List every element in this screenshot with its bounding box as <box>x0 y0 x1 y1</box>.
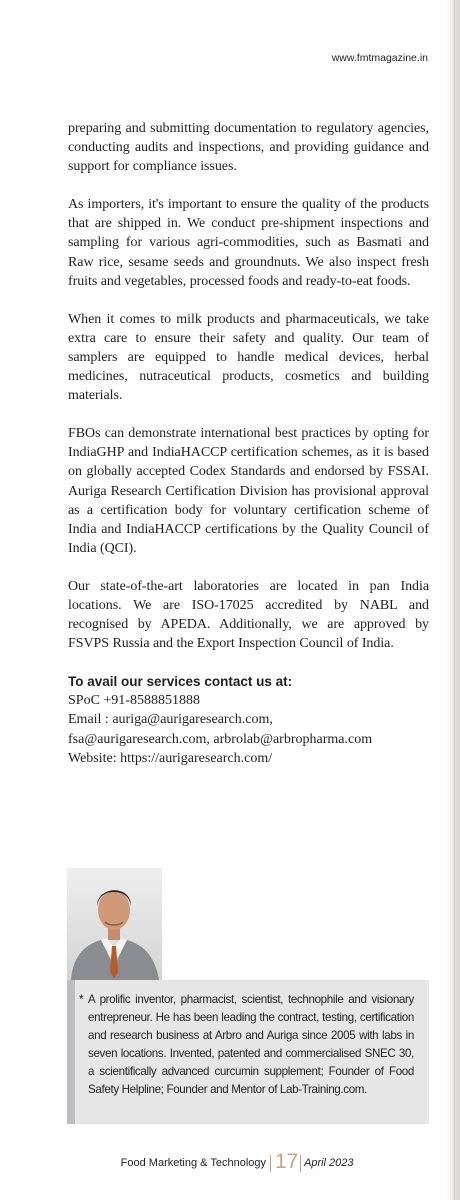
article-paragraph: As importers, it's important to ensure the quality of the products that are shipped in. We conduct pre-shipment inspections and sampling for various agri-commodities, such as Basmati and Raw rice, sesame seeds and groundnuts. We also inspect fresh fruits and vegetables, processed foods and ready-to-eat foods. <box>68 197 429 289</box>
article-body <box>68 119 429 768</box>
site-url: www.fmtmagazine.in <box>331 52 428 64</box>
page-edge-shadow <box>446 0 460 1200</box>
article-paragraph: Our state-of-the-art laboratories are located in pan India locations. We are ISO-17025 accredited by NABL and recognised by APEDA. Additionally, we are approved by FSVPS Russia and the Export Inspection Council of India. <box>68 578 429 652</box>
author-photo <box>67 868 162 980</box>
contact-website[interactable]: Website: https://aurigaresearch.com/ <box>68 750 273 766</box>
contact-phone: SPoC +91-8588851888 <box>68 693 200 709</box>
author-bio-text: A prolific inventor, pharmacist, scientist, technophile and visionary entrepreneur. He has been leading the contract, testing, certification and research business at Arbro and Auriga since 2005 with labs in seven locations. Invented, patented and commercialised SNEC 30, a scientifically advanced curcumin supplement; Founder of Food Safety Helpline; Founder and Mentor of Lab-Training.com. <box>88 993 414 1096</box>
issue-date: April 2023 <box>304 1157 354 1169</box>
page-footer <box>0 1152 460 1174</box>
contact-email[interactable]: Email : auriga@aurigaresearch.com, <box>68 712 273 728</box>
author-bio-accent-bar <box>67 980 75 1124</box>
contact-block <box>68 672 429 767</box>
footer-divider <box>270 1155 271 1172</box>
article-paragraph: FBOs can demonstrate international best practices by opting for IndiaGHP and IndiaHACCP certification schemes, as it is based on globally accepted Codex Standards and endorsed by FSSAI. Auriga Research Certification Division has provisional approval as a certification body for voluntary certification scheme of India and IndiaHACCP certifications by the Quality Council of India (QCI). <box>68 426 429 556</box>
footnote-marker: * <box>79 992 84 1006</box>
article-paragraph: When it comes to milk products and pharmaceuticals, we take extra care to ensure their safety and quality. Our team of samplers are equipped to handle medical devices, herbal medicines, nutraceutical products, cosmetics and building materials. <box>68 311 429 404</box>
contact-heading: To avail our services contact us at: <box>68 674 293 690</box>
footer-divider <box>300 1155 301 1172</box>
article-paragraph: preparing and submitting documentation to regulatory agencies, conducting audits and inspections, and providing guidance and support for compliance issues. <box>68 121 429 175</box>
contact-email-more[interactable]: fsa@aurigaresearch.com, arbrolab@arbropharma.com <box>68 731 373 747</box>
page-edge-line <box>454 0 455 1200</box>
page-number: 17 <box>275 1150 299 1173</box>
publication-name: Food Marketing & Technology <box>120 1157 266 1169</box>
